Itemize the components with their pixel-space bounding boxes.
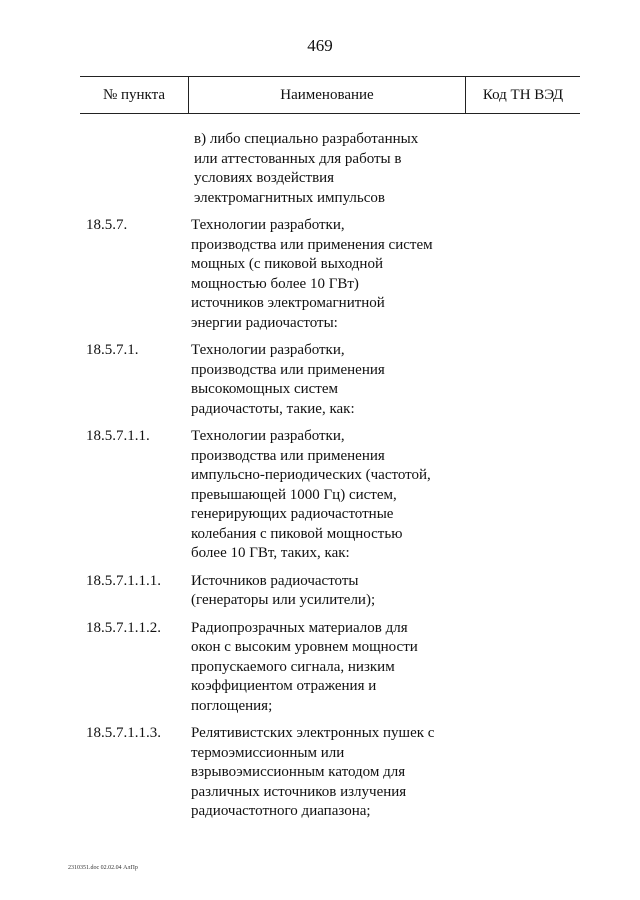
page-number: 469 bbox=[307, 36, 333, 55]
table-row bbox=[0, 619, 640, 717]
table-header bbox=[80, 76, 580, 114]
row-number: 18.5.7. bbox=[86, 217, 128, 233]
table-body bbox=[0, 130, 640, 830]
row-number: 18.5.7.1.1. bbox=[86, 428, 150, 444]
row-number: 18.5.7.1.1.1. bbox=[86, 572, 161, 589]
header-item-number: № пункта bbox=[102, 86, 166, 103]
table-row bbox=[0, 130, 640, 208]
table-row bbox=[0, 216, 640, 333]
row-text: Технологии разработки, производства или применения импульсно-периодических (частотой, превышающей 1000 Гц) систем, генерирующих радиочастотные колебания с пиковой мощностью более 10 ГВт, таких, как: bbox=[191, 428, 431, 561]
row-text: в) либо специально разработанных или аттестованных для работы в условиях воздействия электромагнитных импульсов bbox=[194, 131, 419, 206]
row-text: Радиопрозрачных материалов для окон с высоким уровнем мощности пропускаемого сигнала, низким коэффициентом отражения и поглощения; bbox=[191, 619, 418, 714]
header-name: Наименование bbox=[188, 77, 466, 113]
row-number: 18.5.7.1. bbox=[86, 342, 139, 358]
table-row bbox=[0, 724, 640, 822]
row-number: 18.5.7.1.1.2. bbox=[86, 619, 161, 636]
row-number: 18.5.7.1.1.3. bbox=[86, 725, 161, 741]
table-row bbox=[0, 572, 640, 611]
row-text: Релятивистских электронных пушек с термоэмиссионным или взрывоэмиссионным катодом для различных источников излучения радиочастотного диапазона; bbox=[191, 725, 435, 819]
footer-doc-reference: 2310351.doc 02.02.04 АлПр bbox=[68, 865, 138, 871]
row-text: Технологии разработки, производства или применения систем мощных (с пиковой выходной мощностью более 10 ГВт) источников электромагнитной энергии радиочастоты: bbox=[191, 217, 433, 331]
row-text: Источников радиочастоты (генераторы или усилители); bbox=[191, 572, 376, 608]
table-row bbox=[0, 341, 640, 419]
row-number bbox=[0, 130, 191, 208]
row-text: Технологии разработки, производства или применения высокомощных систем радиочастоты, такие, как: bbox=[191, 342, 385, 417]
table-row bbox=[0, 427, 640, 564]
header-tnved-code: Код ТН ВЭД bbox=[482, 86, 564, 103]
